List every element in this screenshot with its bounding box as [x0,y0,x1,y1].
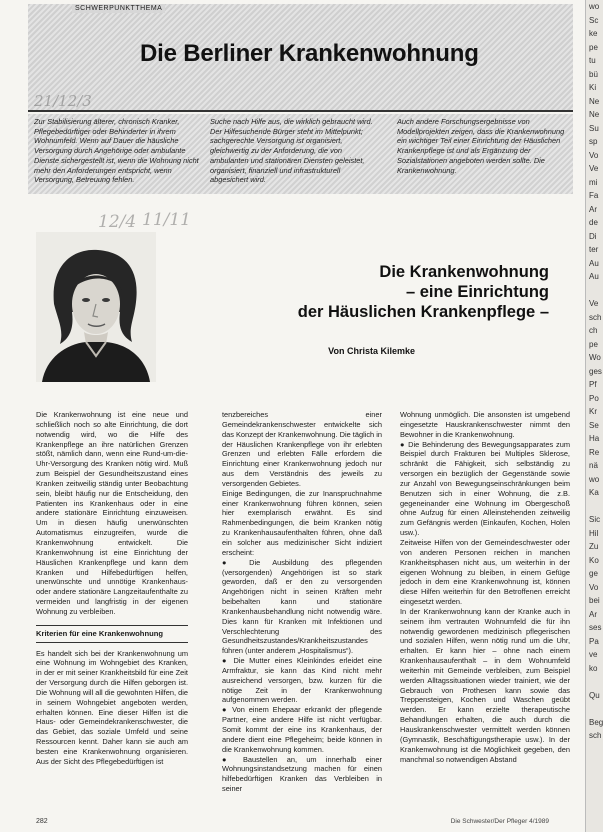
adjacent-page-fragment: Vo [589,582,599,592]
adjacent-page-fragment [586,284,603,298]
adjacent-page-fragment: Fa [589,191,599,200]
adjacent-page-fragment: Ar [589,204,597,214]
adjacent-page-fragment: wo [589,474,600,484]
handwritten-note-top: 21/12/3 [34,92,92,110]
adjacent-page-fragment: Ki [589,83,597,92]
adjacent-page-fragment: sch [589,731,602,740]
section-kicker: SCHWERPUNKTTHEMA [72,4,165,13]
body-paragraph: Einige Bedingungen, die zur Inanspruchnahme einer Krankenwohnung führen können, seien hier exemplarisch erwähnt. Es sind Rahmenbedingungen, die beim Kranken nötig zu Krankenhausaufenthalten führen, ohne daß ein solcher aus medizinischer Sicht indiziert erscheint: [222,488,382,557]
bullet-paragraph: ● Die Mutter eines Kleinkindes erleidet eine Armfraktur, sie kann das Kind nicht mehr ausreichend versorgen, bzw. kurzen für die nötige Zeit in der Krankenwohnung aufgenommen werden. [222,656,382,705]
article-title-line-3: der Häuslichen Krankenpflege – [297,303,549,321]
adjacent-page-fragment: Ar [589,609,597,619]
intro-column-3: Auch andere Forschungsergebnisse von Modellprojekten zeigen, dass die Krankenwohnung ein wichtiger Teil einer Einrichtung der Häuslichen Krankenpflege ist und als Ergänzung der Sozialstationen angeboten werden sollte. Die Krankenwohnung. [397,117,565,175]
adjacent-page-fragment: Zu [589,542,599,551]
adjacent-page-fragment: ses [589,623,602,632]
body-paragraph: tenzbereiches einer Gemeindekrankenschwester entwickelte sich das Konzept der Krankenwohnung. Die täglich in der Häuslichen Krankenpflege von ihr erlebten Grenzen und erlebten Fälle erfordern die Einrichtung einer Krankenwohnung jedoch nur aus dem Verständnis des jeweils zu versorgenden Gebietes. [222,410,382,488]
page-number: 282 [36,818,48,825]
adjacent-page-fragment: Po [589,393,599,403]
adjacent-page-fragment: Su [589,123,599,133]
adjacent-page-fragment: Au [589,258,599,268]
body-paragraph: In der Krankenwohnung kann der Kranke auch in seinem ihm vertrauten Wohnumfeld die für ihn notwendig gewordenen medizinisch pflegerischen und sozialen Hilfen, wenn nötig rund um die Uhr, erhalten. Er kann hier – ohne nach einem Krankenhausaufenthalt – in dem Wohnumfeld weiterhin mit Gemeinde verbleiben, zum Beispiel werden Alltagssituationen wieder trainiert, wie der Gebrauch von Prothesen kann sowie das Treppensteigen, Kochen und Waschen geübt werden. Er kann erzielte therapeutische Behandlungen erhalten, die auch durch die Hauskrankenschwester vermittelt werden können (Gymnastik, Beschäftigungstherapie usw.). In der Krankenwohnung ist die Möglichkeit gegeben, den manchmal so notwendigen Abstand [400,606,570,764]
adjacent-page-fragment: Sc [589,15,599,25]
header-rule [28,110,573,112]
adjacent-page-fragment: ge [589,569,598,578]
adjacent-page-fragment: pe [589,42,598,52]
adjacent-page-fragment [586,702,603,716]
adjacent-page-fragment: bü [589,69,598,79]
adjacent-page-fragment: Ve [589,164,599,173]
intro-column-2: Suche nach Hilfe aus, die wirklich gebraucht wird. Der Hilfesuchende Bürger steht im Mittelpunkt; sachgerechte Versorgung ist organisiert, gleichwertig zu der Anforderung, die von ambulanten und stationären Diensten geleistet, organisiert, finanziell und infrastrukturell abgesichert wird. [210,117,373,185]
adjacent-page-fragment: ter [589,245,599,254]
adjacent-page-fragment: pe [589,339,598,349]
bullet-paragraph: ● Die Ausbildung des pflegenden (versorgenden) Angehörigen ist so stark geworden, daß er den zu versorgenden Angehörigen nicht in seinen Kräften mehr beibehalten kann und stationäre Krankenhausbehandlung nicht notwendig wäre. Dies kann für Kranken mit Infektionen und Verschlechterung des Gesundheitszustandes/Krankheitszustandes führen (unter anderem „Hospitalismus“). [222,557,382,656]
adjacent-page-fragment: Ha [589,434,600,443]
body-column-2 [222,410,382,794]
adjacent-page-fragment: bei [589,596,600,605]
adjacent-page-fragment: Hil [589,528,599,538]
section-heading-criteria: Kriterien für eine Krankenwohnung [36,625,188,643]
article-title-line-1: Die Krankenwohnung [379,263,549,281]
adjacent-page-fragment: Qu [589,690,600,700]
adjacent-page-fragment: Wo [589,353,601,362]
adjacent-page-fragment: Vo [589,150,599,160]
body-column-3 [400,410,570,764]
article-title [189,262,549,322]
adjacent-page-fragment [586,500,603,514]
page-title: Die Berliner Krankenwohnung [140,40,479,67]
adjacent-page-fragment: mi [589,177,598,187]
body-paragraph: Zeitweise Hilfen von der Gemeindeschwester oder von anderen Personen reichen in manchen Krankheitsphasen nicht aus, um weiterhin in der eigenen Wohnung zu bleiben, in einem Gefüge jedoch in dem eine Krankenwohnung ist, können diese Hilfen weiterhin für den Betroffenen erreicht eingesetzt werden. [400,537,570,607]
adjacent-page-fragment: Se [589,420,599,430]
author-portrait-image [36,232,156,382]
adjacent-page-fragment: sch [589,312,602,322]
bullet-paragraph: ● Von einem Ehepaar erkrankt der pflegende Partner, eine andere Hilfe ist nicht verfügbar. Somit kommt der eine ins Krankenhaus, der andere dient eine Pflegeheim; beide können in die Krankenwohnung kommen. [222,705,382,754]
adjacent-page-fragment: Ve [589,299,599,308]
adjacent-page-fragment: Di [589,231,597,241]
handwritten-note-mid-right: 11/11 [142,210,191,230]
adjacent-page-fragment: Pa [589,636,599,646]
handwritten-note-mid-left: 12/4 [98,212,137,232]
adjacent-page-fragment: ch [589,326,598,335]
adjacent-page-fragment: Ne [589,110,600,119]
adjacent-page-fragment: Ne [589,96,600,106]
adjacent-page-fragment: Kr [589,407,597,416]
adjacent-page-fragment: nä [589,461,598,470]
body-paragraph: Es handelt sich bei der Krankenwohnung um eine Wohnung im Wohngebiet des Kranken, in der er mit seiner Krankheitsbild für eine Zeit der Versorgung durch die Hilfen geborgen ist. Die Wohnung will all die gewohnten Hilfen, die in seinem Wohngebiet angeboten werden, erhalten können. Eine dieser Hilfen ist die Haus- oder Gemeindekrankenschwester, die das Gebiet, das soziale Umfeld und seine Ressourcen kennt. Daher kann sie auch am besten eine Krankenwohnung organisieren. Aus der Sicht des Pflegebedürftigen ist [36,648,188,766]
adjacent-page-edge [585,0,603,832]
adjacent-page-fragment: de [589,218,598,227]
bullet-paragraph: ● Die Behinderung des Bewegungsapparates zum Beispiel durch Frakturen bei Multiples Sklerose, schränkt die Fähigkeit, sich selbständig zu versorgen ein bezüglich der Gegenstände sowie zur Anzahl von Bewegungseinschränkungen beim Benutzen sich in einer Wohnung, die z.B. gegeneinander eine Wohnung im Obergeschoß ohne Aufzug für einen Alleinstehenden zeitweilig zum Gefängnis werden (Einkaufen, Kochen, Holen usw.). [400,439,570,538]
journal-reference: Die Schwester/Der Pfleger 4/1989 [450,818,549,825]
adjacent-page-fragment: Sic [589,515,601,524]
bullet-paragraph: ● Baustellen an, um innerhalb einer Wohnungsinstandsetzung machen für einen hilfebedürftigen Kranken das Verbleiben in seiner [222,754,382,794]
adjacent-page-fragment: Beg [589,717,603,727]
adjacent-page-fragment: Ka [589,488,599,497]
adjacent-page-fragment: tu [589,56,596,65]
article-byline: Von Christa Kilemke [328,346,415,356]
adjacent-page-fragment: ke [589,29,598,38]
body-paragraph: Die Krankenwohnung ist eine neue und schließlich noch so alte Einrichtung, die dort notwendig wird, wo die Hilfe des Krankenpflege an ihre natürlichen Grenzen stößt, nämlich dann, wenn eine Rund-um-die-Uhr-Versorgung des Kranken nötig wird. Muß zum Beispiel der Gesundheitszustand eines Kranken zeitweilig ständig unter Beobachtung sein, bleibt häufig nur die Entscheidung, den Patienten ins Krankenhaus oder in eine andere stationäre Einrichtung einzuweisen. Um in diesen häufig unerwünschten Automatismus einzugreifen, wurde die Krankenwohnung entwickelt. Die Krankenwohnung ist eine Einrichtung der Häuslichen Krankenpflege und kann dem Kranken und Hilfebedürftigen helfen, unerwünschte und unnötige Krankenhaus- oder andere stationäre Langzeitaufenthalte zu vermeiden und langfristig in der eigenen Wohnung zu verbleiben. [36,410,188,616]
adjacent-page-fragment: Au [589,272,599,281]
adjacent-page-fragment: sp [589,137,598,146]
body-column-1 [36,410,188,767]
adjacent-page-fragment [586,675,603,689]
adjacent-page-fragment: ko [589,663,598,673]
adjacent-page-fragment: Re [589,447,600,457]
adjacent-page-fragment: wo [589,2,600,11]
adjacent-page-fragment: ges [589,366,602,376]
body-paragraph: Wohnung unmöglich. Die ansonsten ist umgebend eingesetzte Hauskrankenschwester nimmt den Bewohner in die Krankenwohnung. [400,410,570,439]
intro-column-1: Zur Stabilisierung älterer, chronisch Kranker, Pflegebedürftiger oder Behinderter in ihrem Wohnumfeld. Wenn auf Dauer die häusliche Versorgung durch Angehörige oder ambulante Dienste sichergestellt ist, wenn die Wohnung nicht mehr den Anforderungen entspricht, wenn Versorgung, Betreuung fehlen. [34,117,199,185]
article-title-line-2: – eine Einrichtung [405,283,549,301]
author-photo [36,232,156,382]
adjacent-page-fragment: ve [589,650,598,659]
adjacent-page-fragment: Pf [589,380,597,389]
adjacent-page-fragment: Ko [589,555,599,565]
